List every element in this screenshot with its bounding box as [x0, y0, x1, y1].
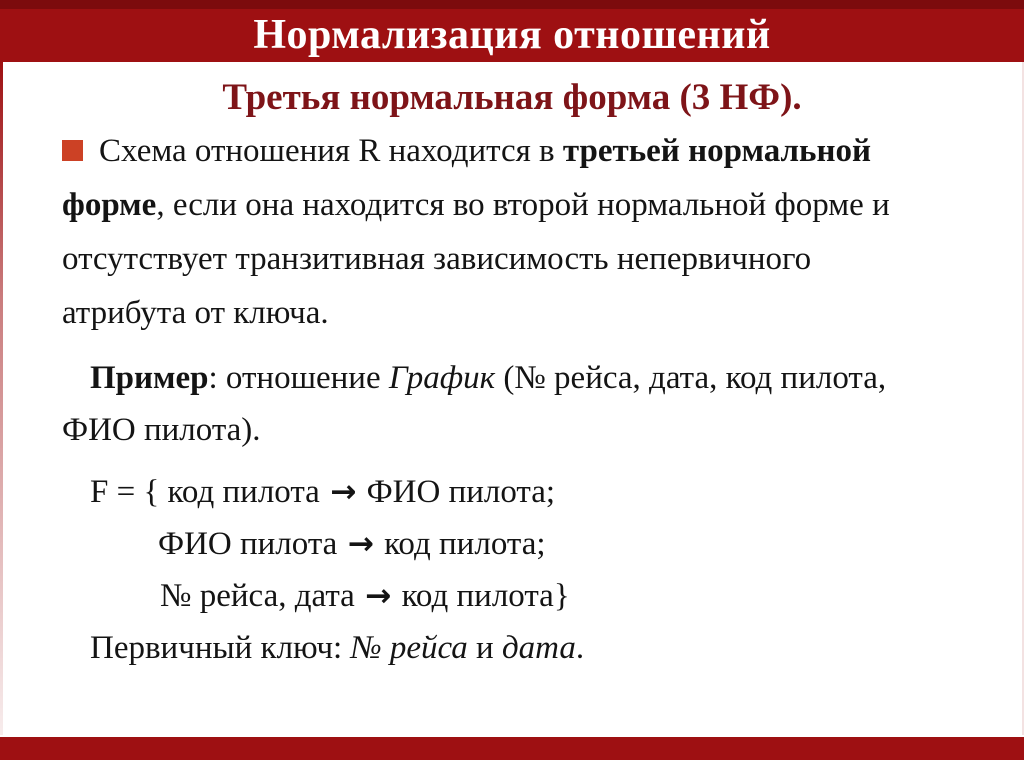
intro-line-2: форме, если она находится во второй нормальной форме и: [62, 187, 890, 223]
slide-body: [62, 124, 964, 674]
fd-line-4: Первичный ключ: № рейса и дата.: [90, 630, 585, 666]
bullet-square-icon: [62, 140, 83, 161]
example-paragraph: [62, 352, 964, 456]
fd-line-1: F = { код пилота → ФИО пилота;: [90, 474, 556, 510]
intro-line-1: [62, 124, 964, 178]
left-border-line: [0, 62, 3, 735]
fd-line-3: № рейса, дата → код пилота}: [160, 578, 570, 614]
intro-line-3: отсутствует транзитивная зависимость непервичного: [62, 241, 812, 277]
functional-dependencies: [62, 466, 964, 674]
intro-line-1-text: Схема отношения R находится в третьей нормальной: [99, 133, 871, 169]
fd-line-2: ФИО пилота → код пилота;: [158, 526, 546, 562]
header-title: Нормализация отношений: [253, 12, 771, 58]
footer-bar: [0, 737, 1024, 760]
example-line-1: Пример: отношение График (№ рейса, дата, код пилота,: [90, 360, 887, 396]
top-border-strip: [0, 0, 1024, 9]
intro-line-4: атрибута от ключа.: [62, 295, 329, 331]
intro-paragraph: [62, 124, 964, 340]
slide-header-bar: [0, 9, 1024, 62]
example-line-2: ФИО пилота).: [62, 412, 261, 448]
slide-title: Третья нормальная форма (3 НФ).: [222, 77, 802, 118]
